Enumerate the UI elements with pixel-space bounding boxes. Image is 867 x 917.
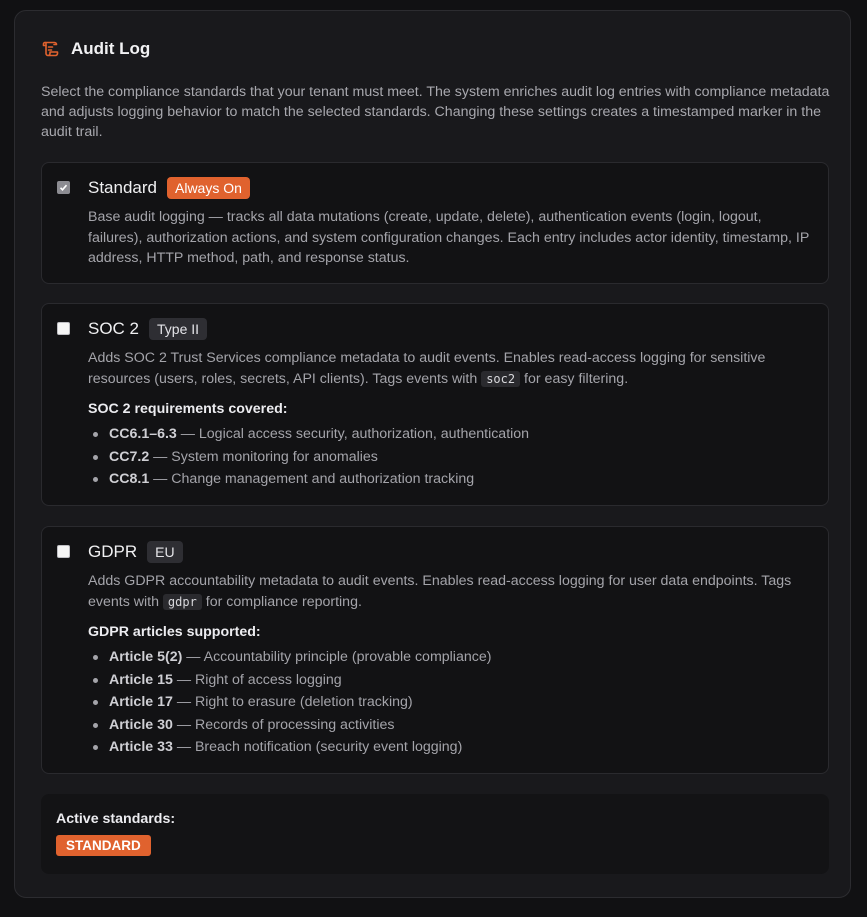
soc2-requirements-list xyxy=(88,423,529,491)
gdpr-description xyxy=(88,571,818,612)
gdpr-desc-tail: for compliance reporting. xyxy=(201,593,362,610)
active-standards-panel xyxy=(41,794,829,874)
intro-text: Select the compliance standards that your tenant must meet. The system enriches audit log entries with compliance metadata and adjusts logging behavior to match the selected standards. Changing these settings creates a timestamped marker in the audit trail. xyxy=(41,84,830,140)
scroll-icon xyxy=(41,40,59,58)
active-standards-label: Active standards: xyxy=(56,811,176,827)
requirement-text: — System monitoring for anomalies xyxy=(149,448,378,465)
requirement-code: CC7.2 xyxy=(109,448,150,465)
list-item xyxy=(88,691,491,714)
list-item xyxy=(88,446,529,469)
always-on-badge: Always On xyxy=(167,177,250,199)
audit-log-card xyxy=(14,10,851,898)
gdpr-header xyxy=(88,541,183,563)
eu-badge: EU xyxy=(147,541,182,563)
requirement-code: CC6.1–6.3 xyxy=(109,426,177,442)
gdpr-desc-text: Adds GDPR accountability metadata to audit events. Enables read-access logging for user data endpoints. Tags events with xyxy=(88,573,792,610)
article-code: Article 33 xyxy=(109,739,173,755)
soc2-section xyxy=(41,303,829,506)
soc2-tag-code: soc2 xyxy=(481,371,520,387)
gdpr-checkbox[interactable] xyxy=(57,545,70,558)
gdpr-title: GDPR xyxy=(88,542,138,561)
type-ii-badge: Type II xyxy=(149,318,207,340)
list-item xyxy=(88,423,529,446)
standard-header xyxy=(88,177,250,199)
article-text: — Breach notification (security event logging) xyxy=(172,739,463,755)
gdpr-tag-code: gdpr xyxy=(163,594,202,610)
article-code: Article 15 xyxy=(109,671,173,688)
standard-section xyxy=(41,162,829,284)
soc2-requirements-title: SOC 2 requirements covered: xyxy=(88,401,288,417)
list-item xyxy=(88,736,491,759)
list-item xyxy=(88,646,491,669)
article-code: Article 17 xyxy=(109,694,173,710)
requirement-text: — Logical access security, authorization, authentication xyxy=(176,426,530,442)
soc2-title: SOC 2 xyxy=(88,319,140,338)
article-code: Article 30 xyxy=(109,716,173,733)
page-title: Audit Log xyxy=(71,39,151,58)
article-code: Article 5(2) xyxy=(109,649,183,665)
standard-description: Base audit logging — tracks all data mutations (create, update, delete), authentication events (login, logout, failures), authorization actions, and system configuration changes. Each entry includes actor identity, timestamp, IP address, HTTP method, path, and response status. xyxy=(88,209,810,266)
article-text: — Right of access logging xyxy=(172,671,342,688)
soc2-checkbox[interactable] xyxy=(57,322,70,335)
article-text: — Accountability principle (provable compliance) xyxy=(182,649,492,665)
active-standard-tag: STANDARD xyxy=(56,835,151,856)
list-item xyxy=(88,468,529,491)
article-text: — Records of processing activities xyxy=(172,716,395,733)
list-item xyxy=(88,669,491,692)
standard-checkbox[interactable] xyxy=(57,181,70,194)
card-header xyxy=(41,39,150,59)
list-item xyxy=(88,714,491,737)
requirement-text: — Change management and authorization tracking xyxy=(149,471,475,487)
gdpr-section xyxy=(41,526,829,774)
gdpr-articles-title: GDPR articles supported: xyxy=(88,624,261,640)
soc2-header xyxy=(88,318,207,340)
soc2-description xyxy=(88,348,818,389)
article-text: — Right to erasure (deletion tracking) xyxy=(172,694,413,710)
gdpr-articles-list xyxy=(88,646,491,759)
soc2-desc-text: Adds SOC 2 Trust Services compliance metadata to audit events. Enables read-access logging for sensitive resources (users, roles, secrets, API clients). Tags events with xyxy=(88,350,766,387)
standard-title: Standard xyxy=(88,178,157,197)
requirement-code: CC8.1 xyxy=(109,471,150,487)
soc2-desc-tail: for easy filtering. xyxy=(520,370,629,387)
